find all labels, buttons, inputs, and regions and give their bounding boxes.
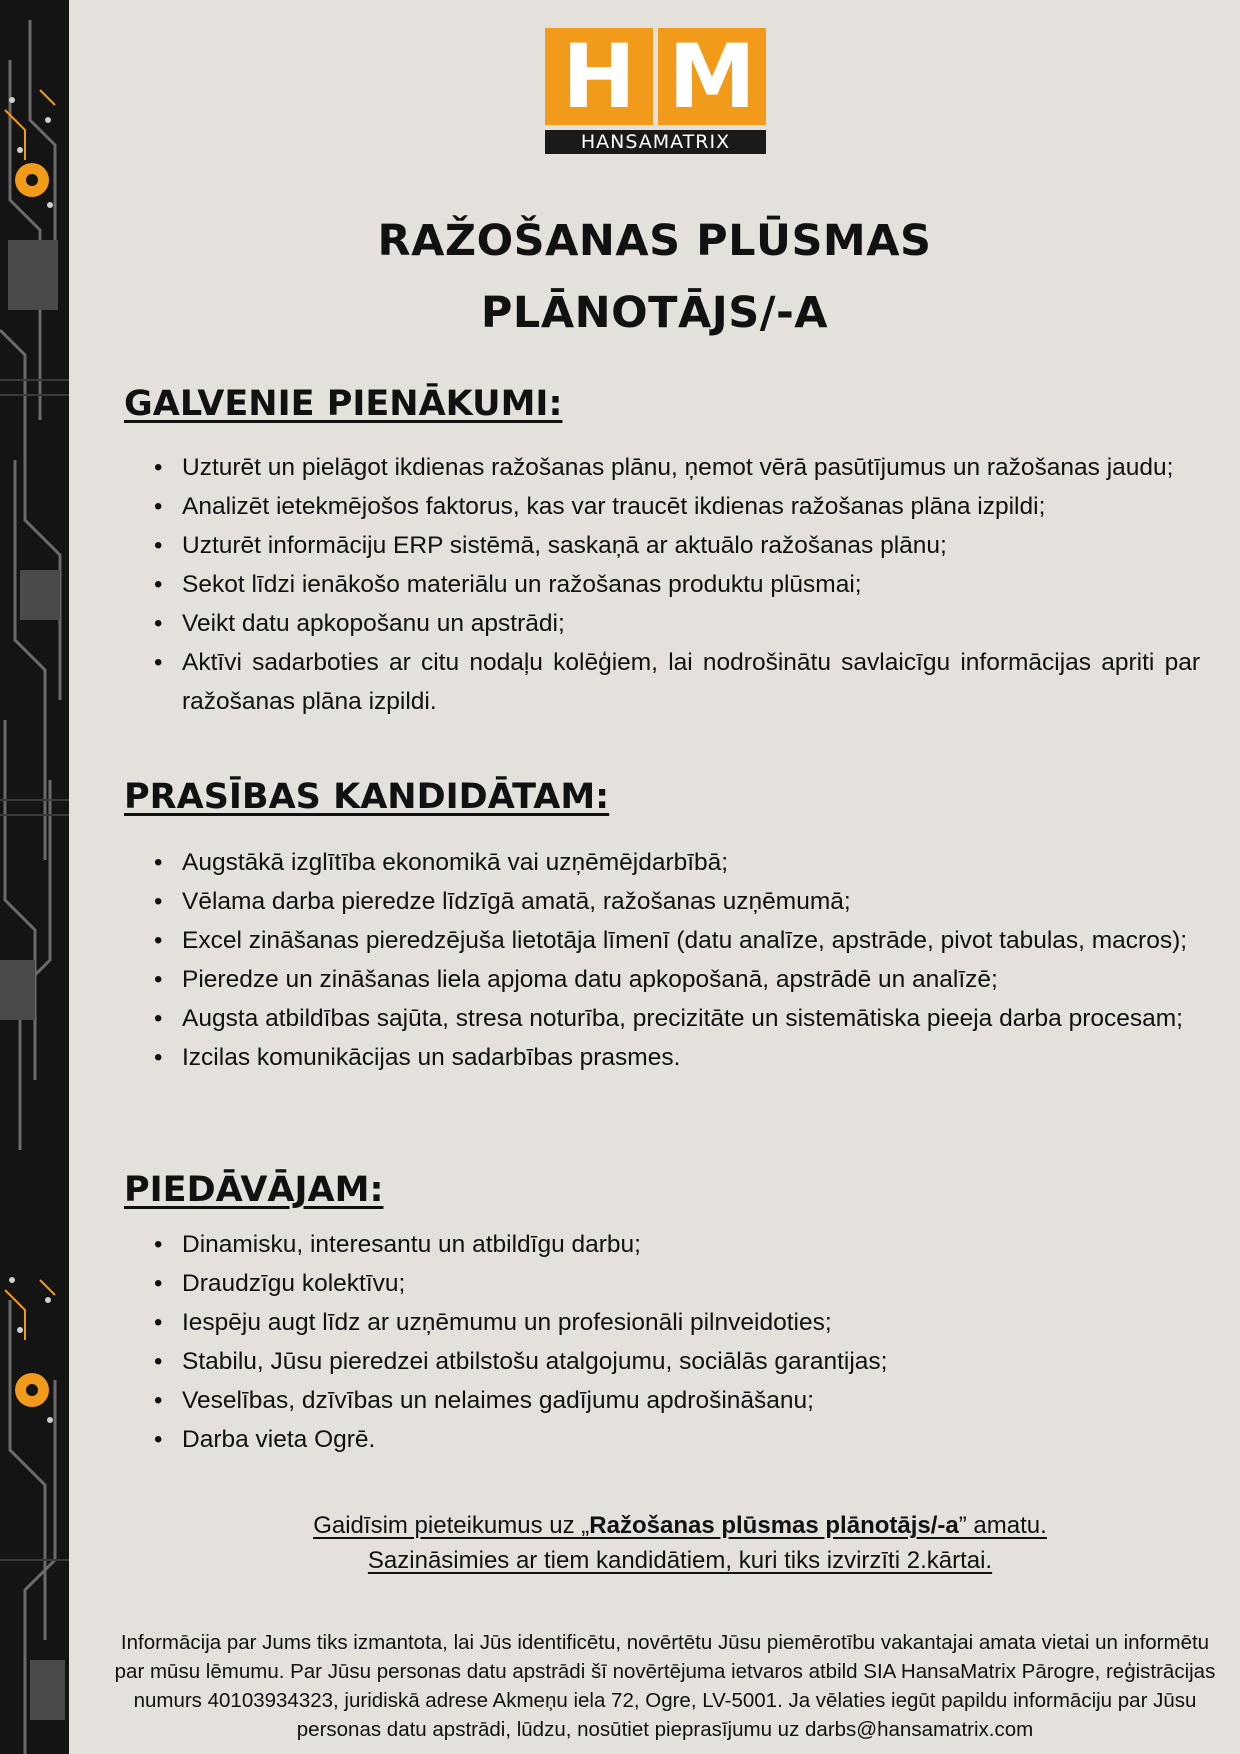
requirements-heading: PRASĪBAS KANDIDĀTAM: bbox=[124, 777, 610, 817]
hansamatrix-logo bbox=[545, 24, 766, 155]
offer-heading: PIEDĀVĀJAM: bbox=[124, 1170, 384, 1210]
list-item: • Veikt datu apkopošanu un apstrādi; bbox=[182, 604, 1200, 643]
cta-position-name: Ražošanas plūsmas plānotājs/-a bbox=[589, 1512, 959, 1539]
list-item: • Excel zināšanas pieredzējuša lietotāja līmenī (datu analīze, apstrāde, pivot tabulas, macros); bbox=[182, 921, 1200, 960]
list-item: • Aktīvi sadarboties ar citu nodaļu kolēģiem, lai nodrošinātu savlaicīgu informācijas apriti par ražošanas plāna izpildi. bbox=[182, 643, 1200, 721]
logo-letter-m: M bbox=[668, 24, 756, 128]
job-title-line-2: PLĀNOTĀJS/-A bbox=[480, 288, 829, 338]
list-item: • Analizēt ietekmējošos faktorus, kas var traucēt ikdienas ražošanas plāna izpildi; bbox=[182, 487, 1200, 526]
duties-heading: GALVENIE PIENĀKUMI: bbox=[124, 384, 563, 424]
duties-list bbox=[182, 448, 1200, 721]
logo-letter-h: H bbox=[562, 24, 636, 128]
list-item: • Izcilas komunikācijas un sadarbības prasmes. bbox=[182, 1038, 1200, 1077]
list-item: • Vēlama darba pieredze līdzīgā amatā, ražošanas uzņēmumā; bbox=[182, 882, 1200, 921]
application-call-to-action bbox=[120, 1508, 1240, 1578]
job-title bbox=[69, 205, 1240, 349]
privacy-notice: Informācija par Jums tiks izmantota, lai Jūs identificētu, novērtētu Jūsu piemērotību vakantajai amata vietai un informētu par mūsu lēmumu. Par Jūsu personas datu apstrādi šī novērtējuma ietvaros atbild SIA HansaMatrix Pārogre, reģistrācijas numurs 40103934323, juridiskā adrese Akmeņu iela 72, Ogre, LV-5001. Ja vēlaties iegūt papildu informāciju par Jūsu personas datu apstrādi, lūdzu, nosūtiet pieprasījumu uz darbs@hansamatrix.com bbox=[114, 1631, 1216, 1741]
list-item: • Sekot līdzi ienākošo materiālu un ražošanas produktu plūsmai; bbox=[182, 565, 1200, 604]
cta-suffix: ” amatu. bbox=[958, 1512, 1047, 1539]
offer-list bbox=[182, 1225, 1200, 1459]
cta-line-2: Sazināsimies ar tiem kandidātiem, kuri tiks izvirzīti 2.kārtai. bbox=[367, 1547, 993, 1574]
logo-wordmark: HANSAMATRIX bbox=[545, 130, 766, 154]
list-item: • Draudzīgu kolektīvu; bbox=[182, 1264, 1200, 1303]
list-item: • Dinamisku, interesantu un atbildīgu darbu; bbox=[182, 1225, 1200, 1264]
logo-mark bbox=[545, 24, 766, 128]
cta-line-1 bbox=[120, 1508, 1240, 1543]
cta-prefix: Gaidīsim pieteikumus uz „ bbox=[313, 1512, 590, 1539]
job-title-line-1: RAŽOŠANAS PLŪSMAS bbox=[377, 216, 932, 266]
list-item: • Veselības, dzīvības un nelaimes gadījumu apdrošināšanu; bbox=[182, 1381, 1200, 1420]
list-item: • Darba vieta Ogrē. bbox=[182, 1420, 1200, 1459]
circuit-pattern-graphic bbox=[0, 0, 69, 1754]
list-item: • Stabilu, Jūsu pieredzei atbilstošu atalgojumu, sociālās garantijas; bbox=[182, 1342, 1200, 1381]
list-item: • Pieredze un zināšanas liela apjoma datu apkopošanā, apstrādē un analīzē; bbox=[182, 960, 1200, 999]
list-item: • Uzturēt un pielāgot ikdienas ražošanas plānu, ņemot vērā pasūtījumus un ražošanas jaudu; bbox=[182, 448, 1200, 487]
list-item: • Augstākā izglītība ekonomikā vai uzņēmējdarbībā; bbox=[182, 843, 1200, 882]
decorative-circuit-sidebar bbox=[0, 0, 69, 1754]
list-item: • Iespēju augt līdz ar uzņēmumu un profesionāli pilnveidoties; bbox=[182, 1303, 1200, 1342]
list-item: • Augsta atbildības sajūta, stresa noturība, precizitāte un sistemātiska pieeja darba procesam; bbox=[182, 999, 1200, 1038]
list-item: • Uzturēt informāciju ERP sistēmā, saskaņā ar aktuālo ražošanas plānu; bbox=[182, 526, 1200, 565]
requirements-list bbox=[182, 843, 1200, 1077]
